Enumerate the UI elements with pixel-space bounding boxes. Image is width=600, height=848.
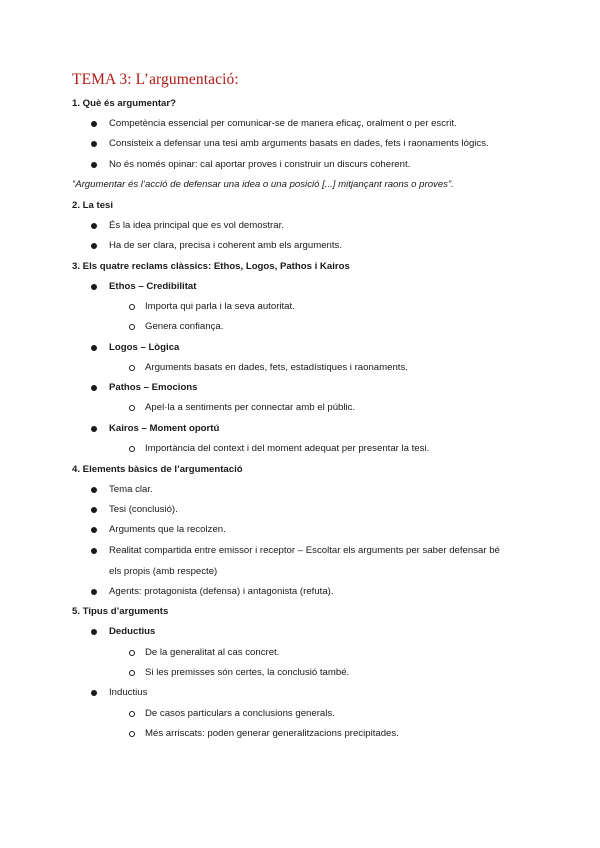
bullet-icon bbox=[91, 385, 97, 391]
section-heading-4: 4. Elements bàsics de l’argumentació bbox=[72, 464, 243, 475]
list-item: Ha de ser clara, precisa i coherent amb els arguments. bbox=[109, 240, 343, 251]
section-heading-3: 3. Els quatre reclams clàssics: Ethos, Logos, Pathos i Kairos bbox=[72, 261, 350, 272]
list-item: És la idea principal que es vol demostrar. bbox=[109, 220, 284, 231]
section-heading-2: 2. La tesi bbox=[72, 200, 114, 211]
bullet-icon bbox=[91, 690, 97, 696]
list-subitem: Importa qui parla i la seva autoritat. bbox=[145, 301, 295, 312]
bullet-icon bbox=[91, 629, 97, 635]
bullet-icon bbox=[91, 589, 97, 595]
bullet-icon bbox=[91, 487, 97, 493]
bullet-icon bbox=[91, 141, 97, 147]
list-item-continuation: els propis (amb respecte) bbox=[109, 566, 218, 577]
group-label-kairos: Kairos – Moment oportú bbox=[109, 423, 220, 434]
sub-bullet-icon bbox=[129, 405, 135, 411]
list-subitem: De casos particulars a conclusions generals. bbox=[145, 708, 335, 719]
list-subitem: Arguments basats en dades, fets, estadístiques i raonaments. bbox=[145, 362, 408, 373]
sub-bullet-icon bbox=[129, 670, 135, 676]
group-label-deductius: Deductius bbox=[109, 626, 156, 637]
sub-bullet-icon bbox=[129, 324, 135, 330]
bullet-icon bbox=[91, 507, 97, 513]
list-subitem: Importància del context i del moment adequat per presentar la tesi. bbox=[145, 443, 430, 454]
section-heading-5: 5. Tipus d’arguments bbox=[72, 606, 169, 617]
bullet-icon bbox=[91, 345, 97, 351]
list-subitem: Més arriscats: poden generar generalitzacions precipitades. bbox=[145, 728, 399, 739]
group-label-inductius: Inductius bbox=[109, 687, 148, 698]
sub-bullet-icon bbox=[129, 650, 135, 656]
bullet-icon bbox=[91, 243, 97, 249]
bullet-icon bbox=[91, 121, 97, 127]
section-heading-1: 1. Què és argumentar? bbox=[72, 98, 176, 109]
list-item: Consisteix a defensar una tesi amb arguments basats en dades, fets i raonaments lògics. bbox=[109, 138, 489, 149]
sub-bullet-icon bbox=[129, 711, 135, 717]
list-subitem: Apel·la a sentiments per connectar amb el públic. bbox=[145, 402, 356, 413]
bullet-icon bbox=[91, 527, 97, 533]
list-subitem: Genera confiança. bbox=[145, 321, 224, 332]
list-subitem: De la generalitat al cas concret. bbox=[145, 647, 280, 658]
page-title: TEMA 3: L’argumentació: bbox=[72, 71, 239, 88]
bullet-icon bbox=[91, 223, 97, 229]
sub-bullet-icon bbox=[129, 304, 135, 310]
bullet-icon bbox=[91, 162, 97, 168]
bullet-icon bbox=[91, 548, 97, 554]
sub-bullet-icon bbox=[129, 731, 135, 737]
list-item: Tesi (conclusió). bbox=[109, 504, 178, 515]
sub-bullet-icon bbox=[129, 365, 135, 371]
group-label-pathos: Pathos – Emocions bbox=[109, 382, 198, 393]
list-item: No és només opinar: cal aportar proves i construir un discurs coherent. bbox=[109, 159, 411, 170]
bullet-icon bbox=[91, 426, 97, 432]
list-item: Arguments que la recolzen. bbox=[109, 524, 226, 535]
list-subitem: Si les premisses són certes, la conclusió també. bbox=[145, 667, 350, 678]
bullet-icon bbox=[91, 284, 97, 290]
list-item: Competència essencial per comunicar-se de manera eficaç, oralment o per escrit. bbox=[109, 118, 457, 129]
group-label-ethos: Ethos – Credibilitat bbox=[109, 281, 197, 292]
group-label-logos: Logos – Lògica bbox=[109, 342, 180, 353]
list-item: Tema clar. bbox=[109, 484, 153, 495]
list-item: Agents: protagonista (defensa) i antagonista (refuta). bbox=[109, 586, 334, 597]
sub-bullet-icon bbox=[129, 446, 135, 452]
quote-text: “Argumentar és l’acció de defensar una idea o una posició [...] mitjançant raons o proves”. bbox=[72, 179, 454, 190]
list-item: Realitat compartida entre emissor i receptor – Escoltar els arguments per saber defensar bé bbox=[109, 545, 500, 556]
